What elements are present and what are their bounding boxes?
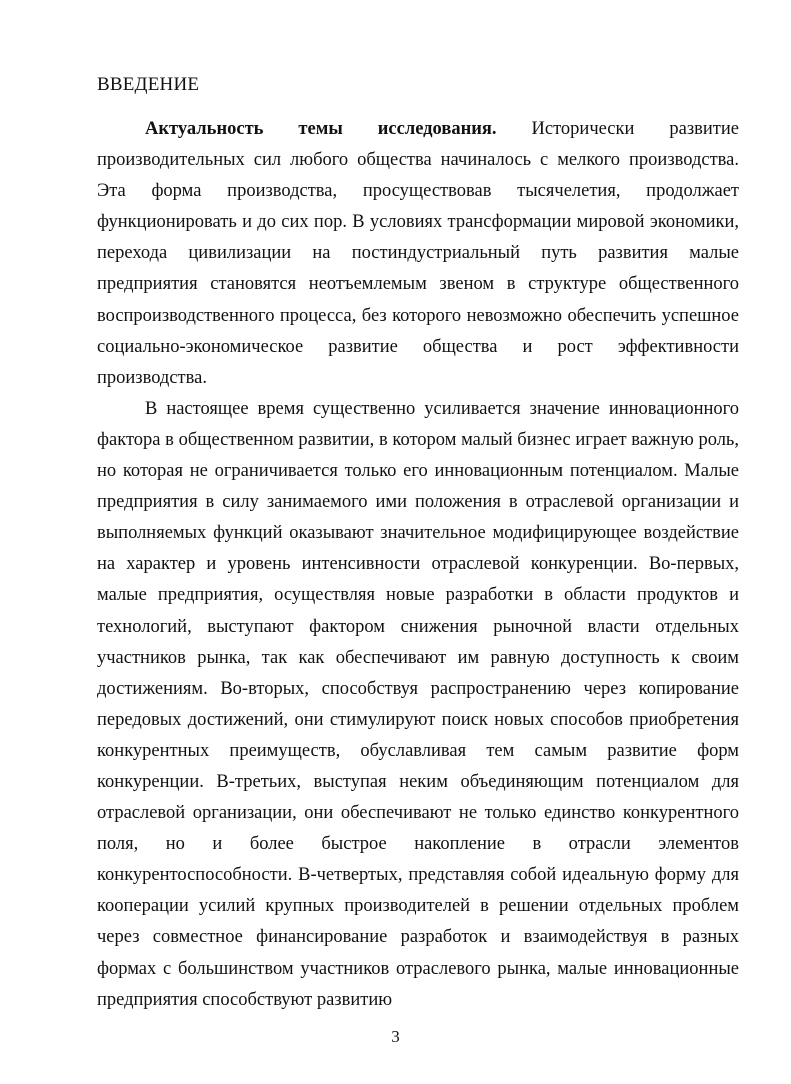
paragraph-lead-bold: Актуальность темы исследования.	[145, 119, 497, 139]
paragraph-text: В настоящее время существенно усиливается значение инновационного фактора в общественном развитии, в котором малый бизнес играет важную роль, но которая не ограничивается только его инновационным потенциалом. Малые предприятия в силу занимаемого ими положения в отраслевой организации и выполняемых функций оказывают значительное модифицирующее воздействие на характер и уровень интенсивности отраслевой конкуренции. Во-первых, малые предприятия, осуществляя новые разработки в области продуктов и технологий, выступают фактором снижения рыночной власти отдельных участников рынка, так как обеспечивают им равную доступность к своим достижениям. Во-вторых, способствуя распространению через копирование передовых достижений, они стимулируют поиск новых способов приобретения конкурентных преимуществ, обуславливая тем самым развитие форм конкуренции. В-третьих, выступая неким объединяющим потенциалом для отраслевой организации, они обеспечивают не только единство конкурентного поля, но и более быстрое накопление в отрасли элементов конкурентоспособности. В-четвертых, представляя собой идеальную форму для кооперации усилий крупных производителей в решении отдельных проблем через совместное финансирование разработок и взаимодействуя в разных формах с большинством участников отраслевого рынка, малые инновационные предприятия способствуют развитию	[97, 398, 739, 1010]
paragraph-text: Исторически развитие производительных сил любого общества начиналось с мелкого производства. Эта форма производства, просуществовав тысячелетия, продолжает функционировать и до сих пор. В условиях трансформации мировой экономики, перехода цивилизации на постиндустриальный путь развития малые предприятия становятся неотъемлемым звеном в структуре общественного воспроизводственного процесса, без которого невозможно обеспечить успешное социально-экономическое развитие общества и рост эффективности производства.	[97, 119, 739, 388]
body-text	[97, 114, 739, 1016]
section-heading: ВВЕДЕНИЕ	[97, 74, 200, 95]
paragraph	[97, 394, 739, 1016]
page-number: 3	[391, 1027, 400, 1046]
paragraph	[97, 114, 739, 394]
